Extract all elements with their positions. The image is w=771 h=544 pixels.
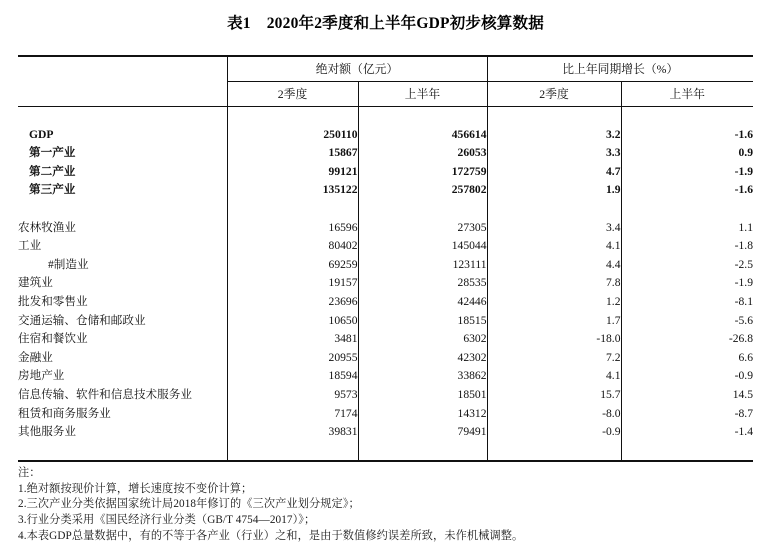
cell-h1-growth: 6.6: [621, 349, 753, 368]
row-label: 住宿和餐饮业: [18, 332, 88, 346]
cell-h1-growth: -0.9: [621, 367, 753, 386]
cell-q2-growth: 4.7: [487, 163, 621, 182]
header-sub-h1-growth: 上半年: [621, 82, 753, 107]
notes-label: 注：: [18, 467, 41, 480]
note-item-3: 3.行业分类采用《国民经济行业分类（GB/T 4754—2017）》；: [18, 514, 316, 527]
cell-q2-growth: -18.0: [487, 330, 621, 349]
row-label: 建筑业: [18, 276, 53, 290]
header-sub-q2-growth: 2季度: [487, 82, 621, 107]
header-group-row: [18, 56, 753, 82]
table-row: [18, 405, 753, 424]
table-title-text: 2020年2季度和上半年GDP初步核算数据: [266, 15, 544, 32]
cell-q2-absolute: 3481: [227, 330, 358, 349]
cell-q2-absolute: 7174: [227, 405, 358, 424]
cell-h1-absolute: 33862: [358, 367, 487, 386]
cell-q2-absolute: 20955: [227, 349, 358, 368]
table-row: [18, 181, 753, 200]
cell-q2-growth: 7.8: [487, 274, 621, 293]
row-label: 农林牧渔业: [18, 220, 76, 234]
spacer-cell: [18, 442, 227, 462]
header-sub-h1-absolute: 上半年: [358, 82, 487, 107]
cell-h1-growth: 1.1: [621, 219, 753, 238]
table-row: [18, 386, 753, 405]
cell-h1-growth: -5.6: [621, 312, 753, 331]
header-group-absolute: 绝对额（亿元）: [227, 56, 487, 82]
cell-h1-absolute: 18515: [358, 312, 487, 331]
page-title: [0, 0, 771, 33]
cell-q2-absolute: 135122: [227, 181, 358, 200]
spacer-cell: [487, 107, 621, 126]
gdp-table: [18, 55, 753, 462]
table-row: [18, 349, 753, 368]
table-body: [18, 107, 753, 462]
spacer-cell: [358, 442, 487, 462]
cell-q2-growth: 1.9: [487, 181, 621, 200]
cell-q2-growth: 3.3: [487, 144, 621, 163]
cell-q2-growth: -8.0: [487, 405, 621, 424]
cell-q2-absolute: 80402: [227, 237, 358, 256]
cell-h1-growth: -8.7: [621, 405, 753, 424]
row-label: 信息传输、软件和信息技术服务业: [18, 387, 192, 401]
table-header: [18, 56, 753, 107]
cell-q2-growth: 4.1: [487, 367, 621, 386]
spacer-row-middle: [18, 200, 753, 219]
cell-h1-absolute: 257802: [358, 181, 487, 200]
cell-h1-absolute: 18501: [358, 386, 487, 405]
table-row: [18, 312, 753, 331]
table-row: [18, 126, 753, 145]
table-row: [18, 219, 753, 238]
cell-q2-growth: 15.7: [487, 386, 621, 405]
spacer-cell: [227, 107, 358, 126]
cell-q2-growth: 3.4: [487, 219, 621, 238]
cell-q2-absolute: 23696: [227, 293, 358, 312]
header-group-growth: 比上年同期增长（%）: [487, 56, 753, 82]
row-label: 批发和零售业: [18, 294, 88, 308]
cell-h1-absolute: 6302: [358, 330, 487, 349]
header-sub-q2-absolute: 2季度: [227, 82, 358, 107]
spacer-cell: [358, 200, 487, 219]
row-label: 第一产业: [29, 146, 76, 160]
table-row: [18, 163, 753, 182]
cell-h1-growth: -8.1: [621, 293, 753, 312]
table-row: [18, 367, 753, 386]
table-row: [18, 144, 753, 163]
row-label: 第三产业: [29, 183, 76, 197]
spacer-cell: [18, 107, 227, 126]
cell-h1-absolute: 172759: [358, 163, 487, 182]
spacer-cell: [621, 107, 753, 126]
row-label: 第二产业: [29, 164, 76, 178]
cell-h1-absolute: 26053: [358, 144, 487, 163]
cell-q2-growth: -0.9: [487, 423, 621, 442]
cell-h1-growth: -1.6: [621, 181, 753, 200]
spacer-cell: [227, 200, 358, 219]
row-label: 房地产业: [18, 369, 65, 383]
cell-q2-growth: 4.4: [487, 256, 621, 275]
table-row: [18, 274, 753, 293]
table-row: [18, 423, 753, 442]
note-item-4: 4.本表GDP总量数据中，有的不等于各产业（行业）之和，是由于数值修约误差所致，未作机械调整。: [18, 529, 524, 542]
cell-h1-absolute: 123111: [358, 256, 487, 275]
cell-q2-growth: 4.1: [487, 237, 621, 256]
spacer-row-top: [18, 107, 753, 126]
row-label: 金融业: [18, 350, 53, 364]
cell-h1-growth: 14.5: [621, 386, 753, 405]
cell-h1-growth: -1.4: [621, 423, 753, 442]
cell-h1-growth: -1.9: [621, 274, 753, 293]
cell-q2-absolute: 15867: [227, 144, 358, 163]
table-number: 表1: [227, 15, 251, 32]
cell-h1-absolute: 14312: [358, 405, 487, 424]
cell-q2-absolute: 16596: [227, 219, 358, 238]
cell-h1-growth: -2.5: [621, 256, 753, 275]
spacer-cell: [621, 442, 753, 462]
header-blank-cell: [18, 56, 227, 82]
cell-q2-absolute: 18594: [227, 367, 358, 386]
cell-q2-absolute: 99121: [227, 163, 358, 182]
spacer-cell: [487, 200, 621, 219]
row-label: #制造业: [48, 257, 89, 271]
cell-q2-absolute: 250110: [227, 126, 358, 145]
cell-h1-absolute: 145044: [358, 237, 487, 256]
cell-h1-absolute: 27305: [358, 219, 487, 238]
spacer-cell: [227, 442, 358, 462]
header-blank-cell-2: [18, 82, 227, 107]
table-row: [18, 330, 753, 349]
row-label: 工业: [18, 239, 42, 253]
cell-q2-growth: 7.2: [487, 349, 621, 368]
cell-q2-growth: 1.7: [487, 312, 621, 331]
header-sub-row: [18, 82, 753, 107]
cell-q2-growth: 1.2: [487, 293, 621, 312]
cell-h1-absolute: 42302: [358, 349, 487, 368]
spacer-cell: [18, 200, 227, 219]
cell-q2-absolute: 19157: [227, 274, 358, 293]
cell-q2-absolute: 10650: [227, 312, 358, 331]
table-notes: [18, 462, 753, 544]
spacer-cell: [621, 200, 753, 219]
cell-h1-absolute: 42446: [358, 293, 487, 312]
row-label: 其他服务业: [18, 425, 76, 439]
table-row: [18, 237, 753, 256]
cell-h1-growth: -1.9: [621, 163, 753, 182]
table-row: [18, 293, 753, 312]
note-item-2: 2.三次产业分类依据国家统计局2018年修订的《三次产业划分规定》；: [18, 498, 360, 511]
cell-h1-growth: -1.8: [621, 237, 753, 256]
table-row: [18, 256, 753, 275]
spacer-row-bottom: [18, 442, 753, 462]
row-label: 租赁和商务服务业: [18, 406, 111, 420]
gdp-table-container: [18, 55, 753, 462]
cell-q2-absolute: 69259: [227, 256, 358, 275]
cell-h1-absolute: 28535: [358, 274, 487, 293]
cell-q2-absolute: 9573: [227, 386, 358, 405]
row-label: 交通运输、仓储和邮政业: [18, 313, 146, 327]
cell-h1-growth: 0.9: [621, 144, 753, 163]
cell-h1-absolute: 79491: [358, 423, 487, 442]
cell-h1-growth: -26.8: [621, 330, 753, 349]
cell-h1-growth: -1.6: [621, 126, 753, 145]
cell-h1-absolute: 456614: [358, 126, 487, 145]
note-item-1: 1.绝对额按现价计算，增长速度按不变价计算；: [18, 482, 253, 495]
cell-q2-growth: 3.2: [487, 126, 621, 145]
row-label: GDP: [29, 127, 54, 141]
spacer-cell: [358, 107, 487, 126]
spacer-cell: [487, 442, 621, 462]
cell-q2-absolute: 39831: [227, 423, 358, 442]
